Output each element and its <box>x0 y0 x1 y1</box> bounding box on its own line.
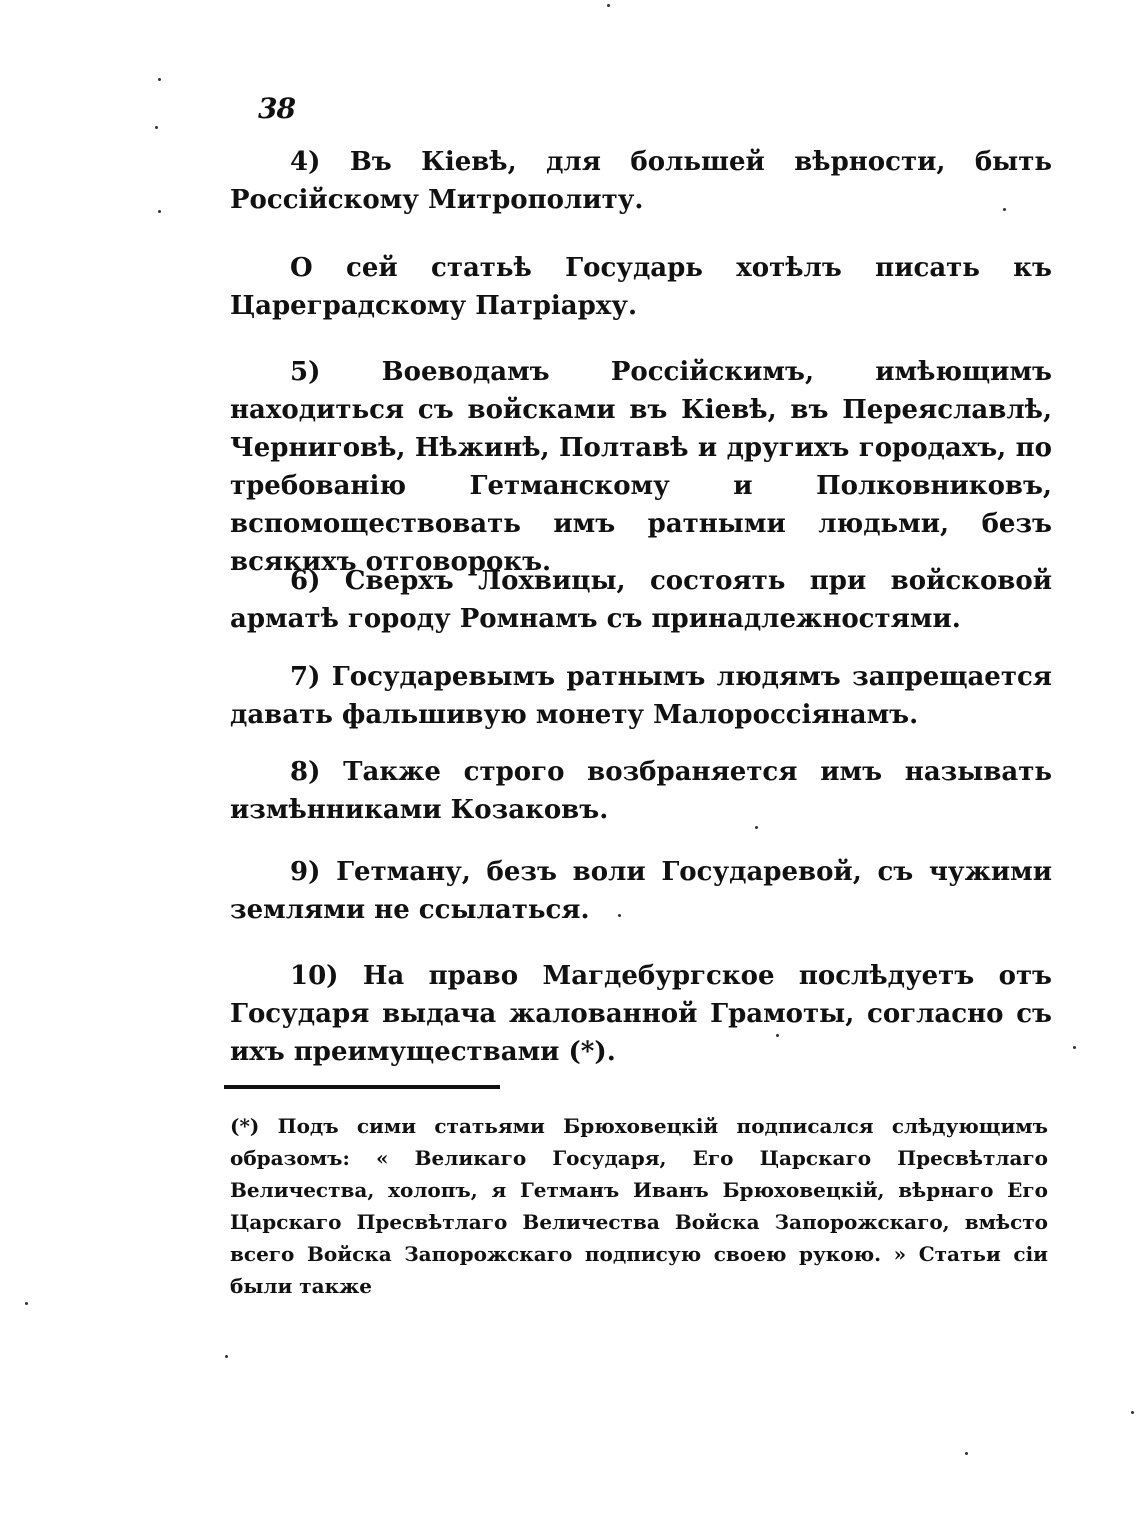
page-number: 38 <box>258 92 295 125</box>
paragraph-article-6: 6) Сверхъ Лохвицы, состоять при войсковой арматѣ городу Ромнамъ съ принадлежностями. <box>230 566 1052 634</box>
scan-speck <box>1131 1411 1134 1414</box>
scan-speck <box>158 210 161 213</box>
scan-speck <box>776 1034 779 1037</box>
scan-speck <box>755 826 758 829</box>
scan-speck <box>607 4 610 7</box>
scan-speck <box>1003 208 1006 211</box>
paragraph-article-8: 8) Также строго возбраняется имъ называть измѣнниками Козаковъ. <box>230 757 1052 825</box>
paragraph-article-4-note: О сей статьѣ Государь хотѣлъ писать къ Цареградскому Патріарху. <box>230 253 1052 321</box>
scan-speck <box>225 1355 228 1358</box>
scan-speck <box>158 78 161 81</box>
scan-speck <box>25 1302 28 1305</box>
scan-speck <box>965 1452 968 1455</box>
paragraph-article-5: 5) Воеводамъ Россійскимъ, имѣющимъ находиться съ войсками въ Кіевѣ, въ Переяславлѣ, Черниговѣ, Нѣжинѣ, Полтавѣ и другихъ городахъ, по требованію Гетманскому и Полковниковъ, вспомоществовать имъ ратными людьми, безъ всякихъ отговорокъ. <box>230 357 1052 577</box>
paragraph-article-10: 10) На право Магдебургское послѣдуетъ отъ Государя выдача жалованной Грамоты, согласно съ ихъ преимуществами (*). <box>230 961 1052 1067</box>
paragraph-article-4: 4) Въ Кіевѣ, для большей вѣрности, быть Россійскому Митрополиту. <box>230 147 1052 215</box>
footnote: (*) Подъ сими статьями Брюховецкій подписался слѣдующимъ образомъ: « Великаго Государя, Его Царскаго Пресвѣтлаго Величества, холопъ, я Гетманъ Иванъ Брюховецкій, вѣрнаго Его Царскаго Пресвѣтлаго Величества Войска Запорожскаго, вмѣсто всего Войска Запорожскаго подписую своею рукою. » Статьи сіи были также <box>230 1114 1048 1298</box>
paragraph-article-9: 9) Гетману, безъ воли Государевой, съ чужими землями не ссылаться. <box>230 857 1052 925</box>
footnote-divider <box>224 1085 500 1089</box>
scan-speck <box>155 126 158 129</box>
scan-speck <box>618 914 621 917</box>
paragraph-article-7: 7) Государевымъ ратнымъ людямъ запрещается давать фальшивую монету Малороссіянамъ. <box>230 662 1052 730</box>
scan-speck <box>1073 1046 1076 1049</box>
